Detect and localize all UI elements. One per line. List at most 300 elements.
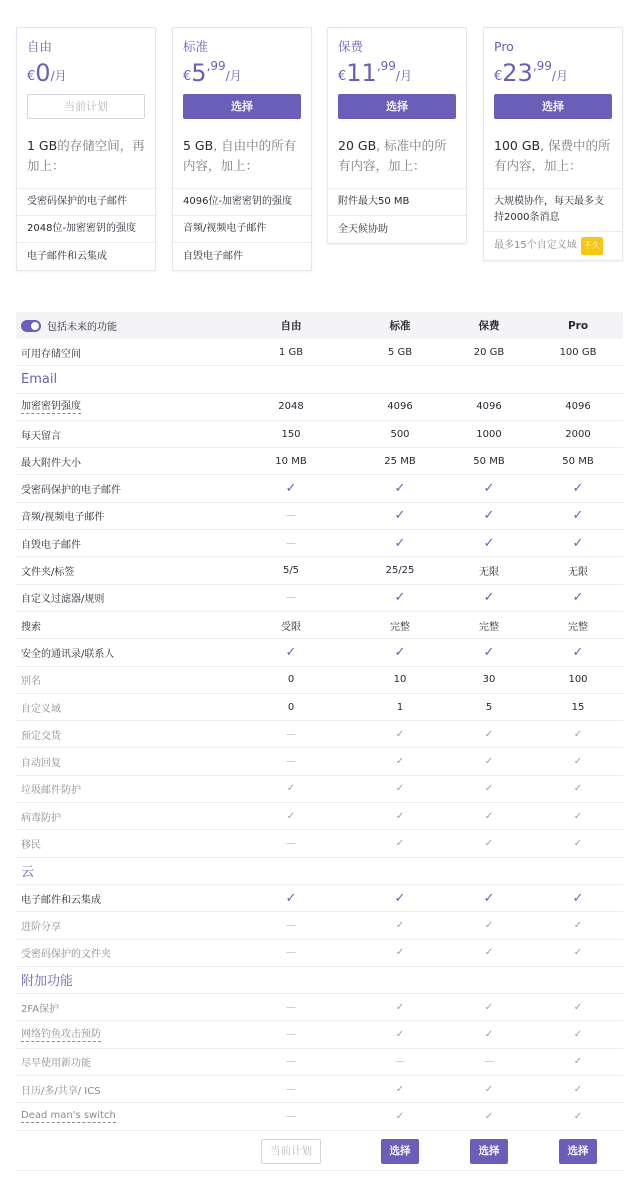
- price-integer: 11: [346, 59, 377, 87]
- table-cell: [251, 1029, 331, 1040]
- row-label: 安全的通讯录/联系人: [21, 648, 115, 660]
- price-currency: €: [27, 69, 36, 84]
- table-cell: [449, 920, 529, 931]
- dash-icon: —: [286, 728, 296, 740]
- dash-icon: —: [286, 837, 296, 849]
- row-label: 日历/多/共享/ ICS: [21, 1085, 101, 1097]
- table-cell: 0: [287, 674, 295, 686]
- check-icon: ✓: [394, 535, 406, 551]
- table-row: [16, 940, 623, 967]
- check-icon: ✓: [484, 756, 494, 768]
- plan-card-body: [328, 38, 466, 180]
- check-icon: ✓: [573, 783, 583, 795]
- table-cell: 1 GB: [278, 346, 304, 358]
- check-icon: ✓: [394, 508, 406, 524]
- check-icon: ✓: [483, 890, 495, 906]
- plan-description-text: , 保费中的所有内容，加上：: [494, 138, 611, 173]
- table-row: [16, 394, 623, 421]
- check-icon: ✓: [484, 919, 494, 931]
- column-header: 标准: [389, 320, 411, 332]
- table-cell: 25/25: [385, 565, 415, 577]
- table-cell: [449, 508, 529, 523]
- table-cell: [360, 1084, 440, 1095]
- table-cell: [251, 1084, 331, 1095]
- check-icon: ✓: [286, 783, 296, 795]
- table-row: [16, 1076, 623, 1103]
- table-row: [16, 994, 623, 1021]
- table-cell: [449, 1111, 529, 1122]
- toggle-label: 包括未来的功能: [47, 322, 117, 333]
- dash-icon: —: [395, 1056, 405, 1068]
- check-icon: ✓: [483, 535, 495, 551]
- table-cell: 10: [393, 674, 407, 686]
- check-icon: ✓: [395, 1001, 405, 1013]
- dash-icon: —: [286, 1056, 296, 1068]
- coming-soon-badge: 不久: [581, 237, 603, 255]
- column-header: Pro: [567, 319, 589, 332]
- table-cell: [538, 481, 618, 496]
- table-cell: 50 MB: [562, 455, 594, 467]
- table-row: [16, 803, 623, 830]
- table-cell: 50 MB: [473, 455, 505, 467]
- price-integer: 23: [502, 59, 533, 87]
- check-icon: ✓: [573, 947, 583, 959]
- table-cell: [360, 947, 440, 958]
- plan-feature-item: [17, 189, 155, 216]
- plan-description: [183, 136, 301, 180]
- table-cell: [449, 536, 529, 551]
- table-cell: [360, 1056, 440, 1067]
- plan-card-2: [327, 27, 467, 244]
- check-icon: ✓: [395, 837, 405, 849]
- table-cell: [251, 481, 331, 496]
- table-row: [16, 1021, 623, 1048]
- plan-feature-text: 全天候协助: [338, 223, 388, 235]
- table-row: [16, 339, 623, 366]
- table-cell: [360, 756, 440, 767]
- table-cell: [360, 811, 440, 822]
- table-cell: [251, 838, 331, 849]
- section-title: 附加功能: [21, 974, 74, 990]
- price-currency: €: [338, 69, 347, 84]
- plan-storage: 5 GB: [183, 138, 214, 153]
- section-title: 云: [21, 865, 35, 881]
- plan-price: [494, 58, 612, 88]
- future-features-toggle[interactable]: [21, 320, 41, 332]
- price-integer: 0: [35, 59, 51, 87]
- table-cell: 无限: [568, 567, 588, 579]
- plan-name: Pro: [494, 39, 514, 54]
- table-cell: [360, 1111, 440, 1122]
- table-cell: 20 GB: [473, 346, 505, 358]
- table-row: [16, 448, 623, 475]
- column-header: 自由: [280, 320, 302, 332]
- select-plan-button[interactable]: 选择: [183, 94, 301, 119]
- price-period: /月: [225, 69, 242, 83]
- table-cell: [251, 592, 331, 603]
- row-label: 病毒防护: [21, 812, 61, 824]
- plan-feature-text: 4096位-加密密钥的强度: [183, 196, 293, 207]
- current-plan-button[interactable]: 当前计划: [261, 1139, 321, 1164]
- row-label: 自毁电子邮件: [21, 539, 81, 551]
- table-cell: [251, 783, 331, 794]
- row-label[interactable]: 网络钓鱼攻击预防: [21, 1028, 101, 1040]
- table-cell: [360, 891, 440, 906]
- check-icon: ✓: [395, 919, 405, 931]
- check-icon: ✓: [573, 728, 583, 740]
- table-cell: 完整: [390, 621, 410, 633]
- check-icon: ✓: [573, 1083, 583, 1095]
- table-row: [16, 912, 623, 939]
- table-cell: [538, 729, 618, 740]
- table-cell: [360, 1002, 440, 1013]
- plan-description: [27, 136, 145, 180]
- price-decimal: ,99: [376, 59, 396, 73]
- check-icon: ✓: [484, 728, 494, 740]
- table-row: [16, 475, 623, 502]
- plan-storage: 100 GB: [494, 138, 541, 153]
- table-cell: 5/5: [282, 565, 300, 577]
- check-icon: ✓: [573, 919, 583, 931]
- table-cell: 4096: [476, 401, 502, 413]
- table-cell: [360, 920, 440, 931]
- table-cell: [449, 481, 529, 496]
- check-icon: ✓: [483, 508, 495, 524]
- dash-icon: —: [286, 756, 296, 768]
- check-icon: ✓: [573, 810, 583, 822]
- table-row: [16, 585, 623, 612]
- table-cell: [251, 947, 331, 958]
- row-label: 可用存储空间: [21, 348, 81, 360]
- plan-storage: 20 GB: [338, 138, 377, 153]
- row-label: 音频/视频电子邮件: [21, 512, 105, 524]
- table-cell: 500: [390, 428, 410, 440]
- plan-storage: 1 GB: [27, 138, 58, 153]
- check-icon: ✓: [484, 1083, 494, 1095]
- dash-icon: —: [286, 947, 296, 959]
- dash-icon: —: [484, 1056, 494, 1068]
- price-period: /月: [551, 69, 568, 83]
- table-cell: [360, 645, 440, 660]
- row-label: 每天留言: [21, 430, 61, 442]
- row-label: 受密码保护的电子邮件: [21, 485, 121, 497]
- table-cell: 30: [482, 674, 496, 686]
- price-decimal: ,99: [206, 59, 226, 73]
- table-row: [16, 721, 623, 748]
- row-label: 垃圾邮件防护: [21, 785, 81, 797]
- table-cell: [251, 920, 331, 931]
- table-row: [16, 1049, 623, 1076]
- plan-feature-text: 附件最大50 MB: [338, 196, 410, 207]
- check-icon: ✓: [285, 481, 297, 497]
- table-cell: [449, 729, 529, 740]
- table-cell: [449, 1056, 529, 1067]
- table-cell: 100 GB: [559, 346, 597, 358]
- table-cell: [449, 1002, 529, 1013]
- plan-feature-item: [328, 189, 466, 216]
- table-row: [16, 885, 623, 912]
- plan-price: [338, 58, 456, 88]
- table-row: [16, 612, 623, 639]
- table-header: [16, 312, 623, 339]
- check-icon: ✓: [395, 728, 405, 740]
- section-header: [16, 967, 623, 994]
- plan-feature-item: [484, 189, 622, 232]
- check-icon: ✓: [573, 756, 583, 768]
- table-cell: [360, 590, 440, 605]
- check-icon: ✓: [484, 783, 494, 795]
- plan-feature-text: 自毁电子邮件: [183, 250, 243, 262]
- table-row: [16, 639, 623, 666]
- table-cell: [538, 1029, 618, 1040]
- section-header: [16, 366, 623, 393]
- check-icon: ✓: [572, 644, 584, 660]
- table-cell: 1000: [476, 428, 502, 440]
- check-icon: ✓: [484, 837, 494, 849]
- table-cell: [449, 811, 529, 822]
- row-label: 受密码保护的文件夹: [21, 949, 111, 961]
- plan-feature-list: [17, 188, 155, 270]
- check-icon: ✓: [573, 1110, 583, 1122]
- table-cell: 1: [396, 701, 404, 713]
- table-cell: [251, 729, 331, 740]
- table-cell: 2048: [278, 401, 304, 413]
- check-icon: ✓: [395, 783, 405, 795]
- select-plan-button[interactable]: 选择: [494, 94, 612, 119]
- table-cell: [449, 645, 529, 660]
- check-icon: ✓: [394, 890, 406, 906]
- plan-feature-text: 大规模协作，每天最多支持2000条消息: [494, 196, 604, 223]
- check-icon: ✓: [286, 810, 296, 822]
- table-cell: 0: [287, 701, 295, 713]
- plan-name: 标准: [183, 39, 209, 54]
- check-icon: ✓: [484, 810, 494, 822]
- row-label: 自定义域: [21, 703, 61, 715]
- table-cell: [538, 947, 618, 958]
- row-label: 自定义过滤器/规则: [21, 594, 105, 606]
- table-cell: [449, 1084, 529, 1095]
- check-icon: ✓: [285, 890, 297, 906]
- price-period: /月: [50, 69, 67, 83]
- table-cell: [251, 1056, 331, 1067]
- dash-icon: —: [286, 1110, 296, 1122]
- plan-description-text: , 自由中的所有内容，加上：: [183, 138, 297, 173]
- row-label: 2FA保护: [21, 1003, 60, 1015]
- table-cell: [538, 645, 618, 660]
- check-icon: ✓: [572, 590, 584, 606]
- row-label: 电子邮件和云集成: [21, 894, 101, 906]
- table-cell: [449, 756, 529, 767]
- select-plan-button[interactable]: 选择: [559, 1139, 597, 1164]
- check-icon: ✓: [395, 1029, 405, 1041]
- check-icon: ✓: [483, 481, 495, 497]
- table-cell: [449, 1029, 529, 1040]
- plan-feature-item: [328, 216, 466, 243]
- table-row: [16, 667, 623, 694]
- check-icon: ✓: [573, 1029, 583, 1041]
- check-icon: ✓: [483, 644, 495, 660]
- table-cell: [449, 783, 529, 794]
- table-cell: [538, 891, 618, 906]
- table-cell: 100: [568, 674, 588, 686]
- plan-feature-item: [17, 243, 155, 270]
- plan-description: [338, 136, 456, 180]
- plan-name: 保费: [338, 39, 364, 54]
- table-cell: 受限: [281, 621, 301, 633]
- table-cell: [449, 891, 529, 906]
- table-row: [16, 748, 623, 775]
- plan-card-0: [16, 27, 156, 271]
- plan-feature-text: 音频/视频电子邮件: [183, 223, 267, 234]
- row-label[interactable]: 加密密钥强度: [21, 400, 81, 412]
- dash-icon: —: [286, 537, 296, 549]
- dash-icon: —: [286, 510, 296, 522]
- plan-card-1: [172, 27, 312, 271]
- dash-icon: —: [286, 919, 296, 931]
- check-icon: ✓: [394, 644, 406, 660]
- plan-card-body: [17, 38, 155, 180]
- check-icon: ✓: [484, 947, 494, 959]
- price-decimal: ,99: [532, 59, 552, 73]
- table-cell: [360, 838, 440, 849]
- plan-name: 自由: [27, 39, 53, 54]
- table-row: [16, 830, 623, 857]
- table-cell: [449, 838, 529, 849]
- check-icon: ✓: [573, 837, 583, 849]
- plan-card-3: [483, 27, 623, 261]
- price-currency: €: [183, 69, 192, 84]
- table-cell: [538, 536, 618, 551]
- check-icon: ✓: [395, 1110, 405, 1122]
- plan-feature-list: [173, 188, 311, 270]
- row-label: 预定交货: [21, 730, 61, 742]
- table-row: [16, 1103, 623, 1130]
- check-icon: ✓: [395, 1083, 405, 1095]
- table-cell: 10 MB: [275, 455, 307, 467]
- plan-feature-text: 2048位-加密密钥的强度: [27, 223, 137, 234]
- table-cell: [449, 590, 529, 605]
- table-cell: [251, 510, 331, 521]
- select-plan-button[interactable]: 选择: [381, 1139, 419, 1164]
- select-plan-button[interactable]: 选择: [470, 1139, 508, 1164]
- plan-description-text: 的存储空间，再加上：: [27, 138, 145, 173]
- dash-icon: —: [286, 592, 296, 604]
- check-icon: ✓: [484, 1110, 494, 1122]
- plan-description: [494, 136, 612, 180]
- comparison-table: [16, 312, 623, 1171]
- section-title: Email: [21, 371, 58, 387]
- plan-card-body: [484, 38, 622, 180]
- table-row: [16, 557, 623, 584]
- check-icon: ✓: [484, 1029, 494, 1041]
- table-cell: [538, 508, 618, 523]
- row-label: 最大附件大小: [21, 457, 81, 469]
- table-cell: [251, 538, 331, 549]
- table-cell: [538, 1111, 618, 1122]
- table-cell: 25 MB: [384, 455, 416, 467]
- row-label: 移民: [21, 839, 41, 851]
- current-plan-button[interactable]: 当前计划: [27, 94, 145, 119]
- check-icon: ✓: [572, 535, 584, 551]
- table-cell: [538, 838, 618, 849]
- table-footer: [16, 1131, 623, 1171]
- table-cell: 无限: [479, 567, 499, 579]
- row-label: 尽早使用新功能: [21, 1058, 91, 1070]
- price-period: /月: [395, 69, 412, 83]
- select-plan-button[interactable]: 选择: [338, 94, 456, 119]
- plan-feature-list: [328, 188, 466, 243]
- column-header: 保费: [478, 320, 500, 332]
- plan-cards: [16, 27, 624, 270]
- check-icon: ✓: [394, 590, 406, 606]
- check-icon: ✓: [395, 810, 405, 822]
- table-cell: [538, 590, 618, 605]
- plan-feature-item: [173, 216, 311, 243]
- section-header: [16, 858, 623, 885]
- table-cell: [360, 536, 440, 551]
- row-label: 别名: [21, 676, 41, 688]
- plan-feature-item: [173, 243, 311, 270]
- table-cell: 5: [485, 701, 493, 713]
- table-cell: 150: [281, 428, 301, 440]
- plan-feature-text: 电子邮件和云集成: [27, 250, 107, 262]
- table-cell: [251, 1111, 331, 1122]
- table-cell: [251, 891, 331, 906]
- dash-icon: —: [286, 1029, 296, 1041]
- table-cell: 2000: [565, 428, 591, 440]
- table-cell: [538, 783, 618, 794]
- table-cell: 完整: [568, 621, 588, 633]
- check-icon: ✓: [483, 590, 495, 606]
- table-cell: [538, 1084, 618, 1095]
- table-cell: 完整: [479, 621, 499, 633]
- table-cell: [251, 645, 331, 660]
- table-cell: [360, 1029, 440, 1040]
- table-cell: 4096: [565, 401, 591, 413]
- row-label[interactable]: Dead man's switch: [21, 1110, 116, 1122]
- table-cell: [251, 811, 331, 822]
- table-cell: [360, 729, 440, 740]
- plan-price: [183, 58, 301, 88]
- table-cell: [538, 920, 618, 931]
- plan-feature-text: 最多15个自定义域: [494, 240, 577, 251]
- table-cell: [538, 1056, 618, 1067]
- price-integer: 5: [191, 59, 207, 87]
- plan-feature-text: 受密码保护的电子邮件: [27, 196, 127, 207]
- table-row: [16, 530, 623, 557]
- row-label: 进阶分享: [21, 921, 61, 933]
- plan-feature-item: [484, 232, 622, 260]
- plan-feature-item: [173, 189, 311, 216]
- price-currency: €: [494, 69, 503, 84]
- table-cell: [538, 756, 618, 767]
- row-label: 自动回复: [21, 758, 61, 770]
- table-row: [16, 776, 623, 803]
- check-icon: ✓: [572, 890, 584, 906]
- check-icon: ✓: [484, 1001, 494, 1013]
- check-icon: ✓: [573, 1001, 583, 1013]
- table-cell: [251, 756, 331, 767]
- plan-description-text: , 标准中的所有内容，加上：: [338, 138, 447, 173]
- table-cell: 5 GB: [387, 346, 413, 358]
- row-label: 文件夹/标签: [21, 567, 75, 579]
- check-icon: ✓: [394, 481, 406, 497]
- check-icon: ✓: [285, 644, 297, 660]
- table-cell: [360, 508, 440, 523]
- plan-price: [27, 58, 145, 88]
- plan-card-body: [173, 38, 311, 180]
- plan-feature-item: [17, 216, 155, 243]
